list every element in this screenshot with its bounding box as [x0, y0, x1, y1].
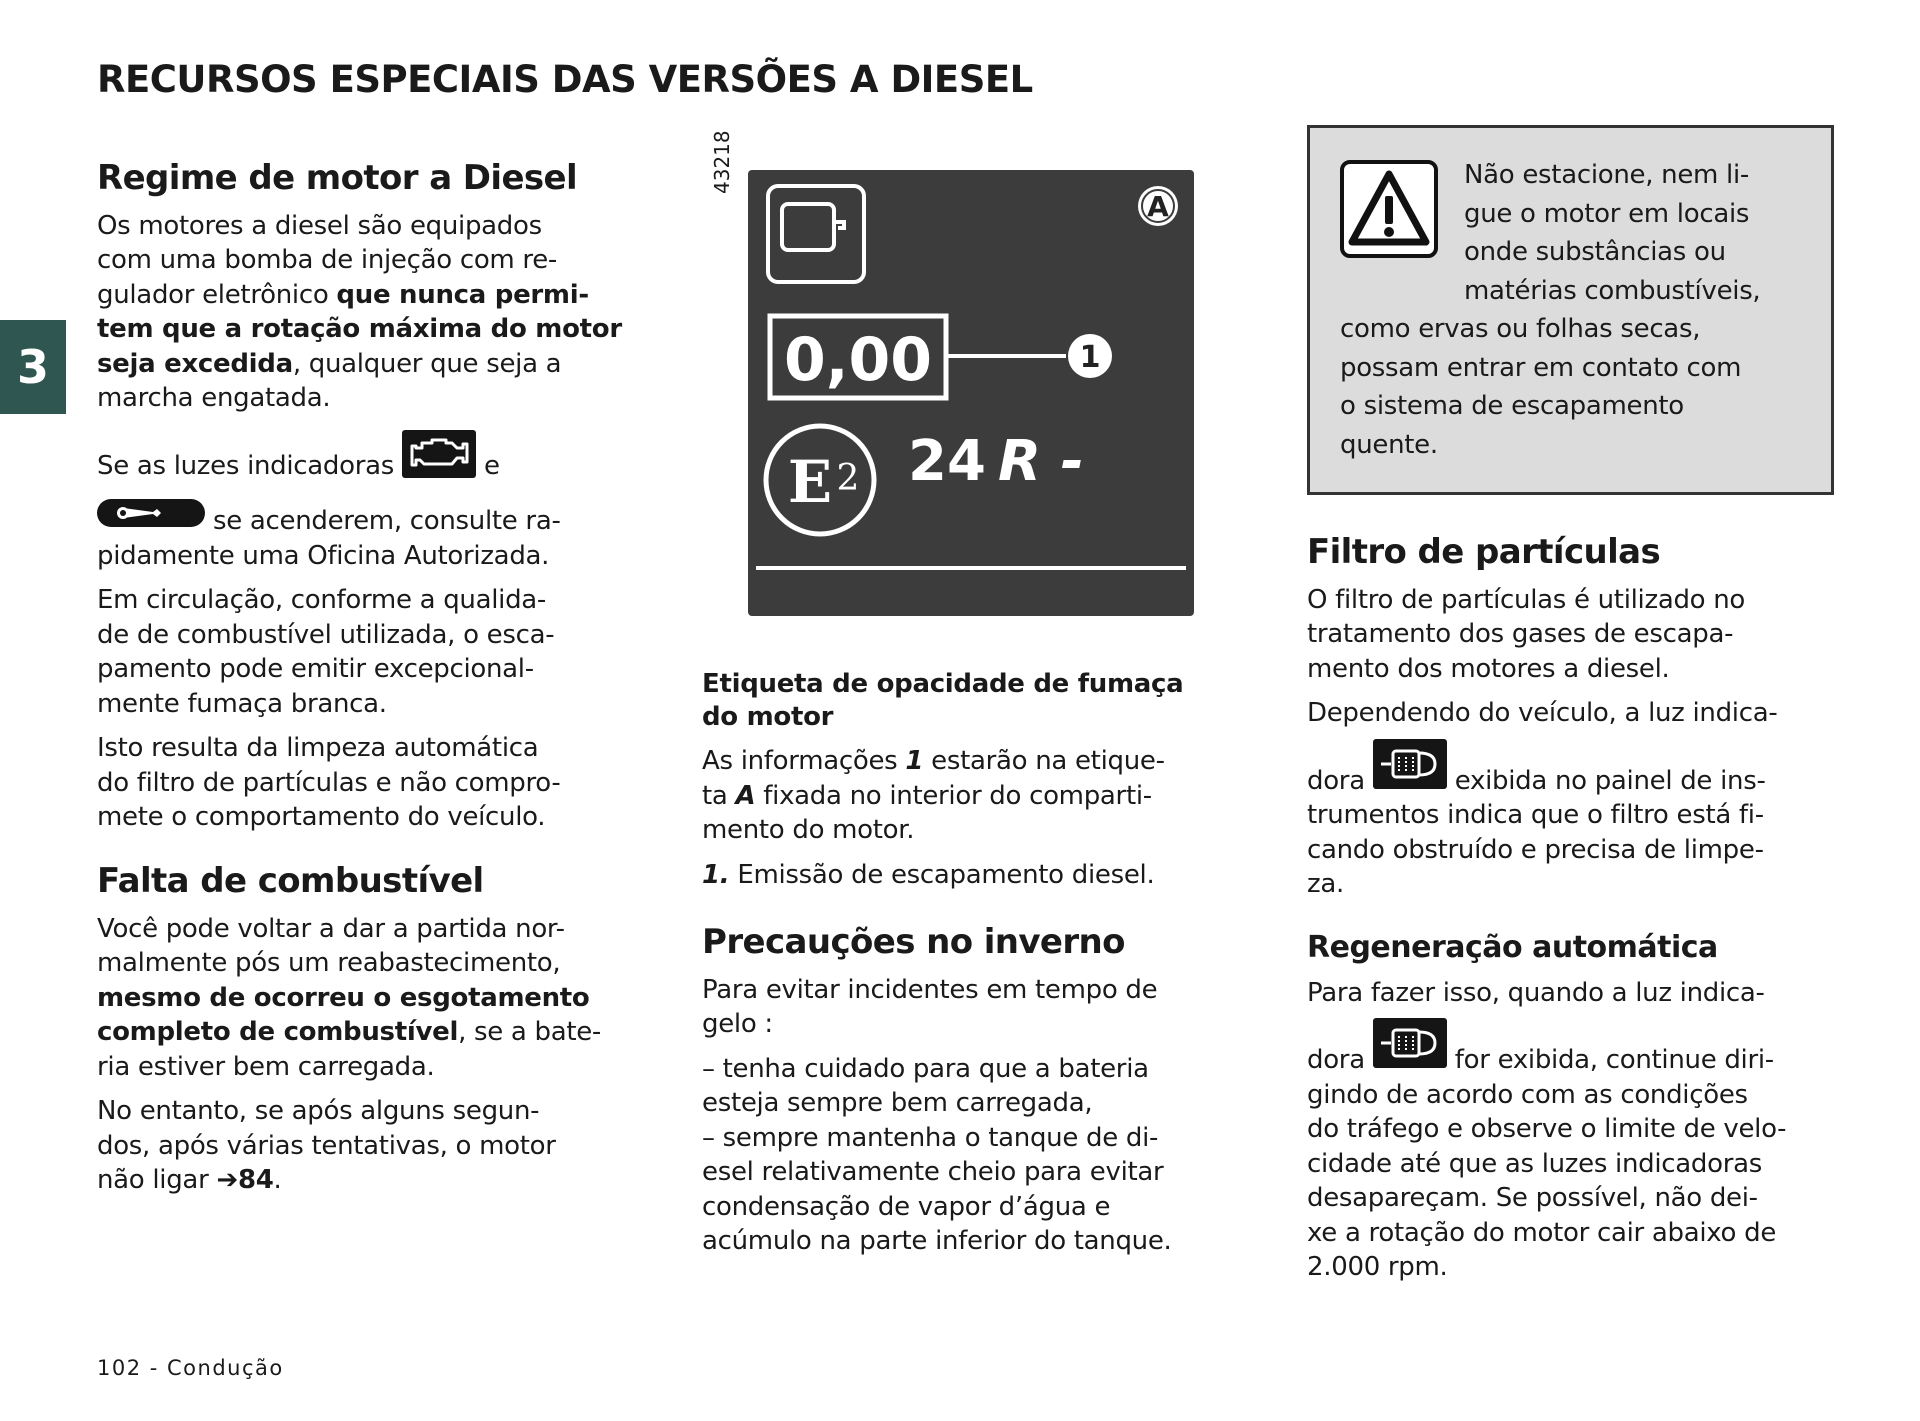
- text-line: gelo :: [702, 1009, 773, 1040]
- text-line: tratamento dos gases de escapa-: [1307, 619, 1734, 650]
- text-line: mete o comportamento do veículo.: [97, 802, 546, 833]
- text-line: Não estacione, nem li-: [1464, 160, 1749, 190]
- text-line: possam entrar em contato com: [1340, 352, 1742, 383]
- middle-column: [702, 668, 1247, 1269]
- text-line: [702, 744, 1247, 779]
- page-reference-link[interactable]: 84: [237, 1165, 274, 1196]
- list-item: – sempre mantenha o tanque de di-: [702, 1122, 1159, 1153]
- bold-run: seja excedida: [97, 348, 293, 379]
- text-run: As informações: [702, 746, 906, 776]
- figure-drawing: [748, 170, 1194, 616]
- engine-warning-icon: [402, 430, 476, 478]
- text-run: estarão na etique-: [923, 746, 1165, 776]
- emission-badge-letter: E: [787, 448, 833, 516]
- paragraph-filter-cleaning: [97, 731, 642, 835]
- reading-value: 0,00: [783, 325, 933, 395]
- left-column: [97, 158, 642, 1208]
- text-run: fixada no interior do comparti-: [755, 780, 1152, 811]
- paragraph-regeneration: [1307, 976, 1852, 1285]
- fuel-symbol-inner: [782, 204, 834, 250]
- text-line: ria estiver bem carregada.: [97, 1051, 435, 1082]
- text-run: .: [273, 1165, 282, 1196]
- text-line: marcha engatada.: [97, 383, 331, 414]
- text-line: matérias combustíveis,: [1464, 275, 1761, 306]
- list-item: esteja sempre bem carregada,: [702, 1088, 1093, 1119]
- paragraph-white-smoke: [97, 583, 642, 721]
- text-run: Se as luzes indicadoras: [97, 450, 395, 481]
- text-line: mento dos motores a diesel.: [1307, 653, 1670, 684]
- text-line: mento do motor.: [702, 815, 915, 845]
- paragraph-indicator-lights: [97, 430, 642, 484]
- text-run: , se a bate-: [458, 1017, 602, 1048]
- text-line: como ervas ou folhas secas,: [1340, 314, 1701, 344]
- text-line: gue o motor em locais: [1464, 198, 1750, 229]
- text-run: ta: [702, 780, 736, 811]
- arrow-right-icon: ➔: [216, 1165, 238, 1196]
- text-line-bold: mesmo de ocorreu o esgotamento: [97, 982, 590, 1013]
- text-line: [97, 1163, 642, 1198]
- figure-number: 43218: [710, 130, 734, 194]
- text-line: pidamente uma Oficina Autorizada.: [97, 540, 550, 571]
- particle-filter-icon: [1373, 739, 1447, 789]
- text-line: desapareçam. Se possível, não dei-: [1307, 1183, 1758, 1214]
- label-a: A: [1147, 190, 1169, 223]
- text-line: cidade até que as luzes indicadoras: [1307, 1148, 1762, 1179]
- legend-text: Emissão de escapamento diesel.: [729, 859, 1155, 890]
- text-line: onde substâncias ou: [1464, 237, 1726, 267]
- text-line: Em circulação, conforme a qualida-: [97, 585, 546, 616]
- text-line: do filtro de partículas e não compro-: [97, 767, 561, 798]
- text-line: [97, 278, 642, 313]
- text-line: [97, 1015, 642, 1050]
- text-run: gulador eletrônico: [97, 279, 337, 310]
- list-item: esel relativamente cheio para evitar: [702, 1157, 1164, 1188]
- ref-letter: A: [735, 780, 756, 811]
- ref-number: 1: [905, 746, 924, 776]
- text-run: dora: [1307, 765, 1365, 796]
- text-line: com uma bomba de injeção com re-: [97, 245, 558, 276]
- text-run: não ligar: [97, 1165, 209, 1196]
- figure-caption: [702, 668, 1247, 734]
- right-column: [1307, 532, 1852, 1295]
- paragraph-no-start: [97, 1094, 642, 1198]
- text-line: [702, 779, 1247, 814]
- text-line: Dependendo do veículo, a luz indica-: [1307, 698, 1778, 729]
- paragraph-winter-intro: [702, 973, 1247, 1042]
- heading-fuel-shortage: Falta de combustível: [97, 860, 484, 901]
- text-line: dos, após várias tentativas, o motor: [97, 1130, 556, 1161]
- text-line: trumentos indica que o filtro está fi-: [1307, 800, 1764, 831]
- text-line: Isto resulta da limpeza automática: [97, 733, 539, 764]
- paragraph-filter-use: [1307, 583, 1852, 687]
- text-line: quente.: [1340, 429, 1438, 460]
- text-line: za.: [1307, 869, 1344, 900]
- text-run: for exibida, continue diri-: [1454, 1045, 1774, 1076]
- heading-auto-regeneration: Regeneração automática: [1307, 929, 1718, 965]
- list-item: condensação de vapor d’água e: [702, 1191, 1111, 1222]
- callout-number: 1: [1079, 340, 1101, 375]
- text-line: do tráfego e observe o limite de velo-: [1307, 1114, 1787, 1145]
- wrench-service-icon: [97, 499, 205, 527]
- text-line: 2.000 rpm.: [1307, 1252, 1448, 1283]
- text-line: Você pode voltar a dar a partida nor-: [97, 913, 565, 944]
- text-line: Etiqueta de opacidade de fumaça: [702, 669, 1184, 699]
- warning-box: [1307, 125, 1834, 495]
- text-run: exibida no painel de ins-: [1454, 765, 1766, 796]
- text-line: No entanto, se após alguns segun-: [97, 1096, 540, 1127]
- emission-code-letter: R -: [998, 429, 1084, 494]
- text-run: , qualquer que seja a: [292, 348, 562, 379]
- text-line: o sistema de escapamento: [1340, 391, 1684, 421]
- chapter-tab: 3: [0, 320, 66, 414]
- text-line: Os motores a diesel são equipados: [97, 210, 542, 241]
- text-line: [1307, 739, 1852, 799]
- text-line-bold: tem que a rotação máxima do motor: [97, 314, 622, 345]
- text-line: do motor: [702, 702, 834, 732]
- heading-particle-filter: Filtro de partículas: [1307, 532, 1661, 572]
- text-line: [1307, 1018, 1852, 1078]
- emission-badge-sub: 2: [836, 458, 860, 499]
- paragraph-filter-indicator: [1307, 696, 1852, 902]
- text-run: dora: [1307, 1045, 1365, 1076]
- page-footer: 102 - Condução: [97, 1356, 284, 1380]
- text-line: O filtro de partículas é utilizado no: [1307, 584, 1746, 615]
- text-line: mente fumaça branca.: [97, 688, 387, 719]
- text-line: xe a rotação do motor cair abaixo de: [1307, 1217, 1777, 1248]
- particle-filter-icon: [1373, 1018, 1447, 1068]
- paragraph-restart: [97, 912, 642, 1085]
- text-run: se acenderem, consulte ra-: [212, 506, 561, 537]
- list-item: acúmulo na parte inferior do tanque.: [702, 1226, 1172, 1257]
- text-line: malmente pós um reabastecimento,: [97, 948, 561, 979]
- text-line: gindo de acordo com as condições: [1307, 1079, 1748, 1110]
- paragraph-label-info: [702, 744, 1247, 848]
- text-line: [97, 347, 642, 382]
- paragraph-consult-workshop: [97, 499, 642, 573]
- opacity-label-figure: [748, 170, 1194, 616]
- heading-diesel-regime: Regime de motor a Diesel: [97, 158, 578, 198]
- list-winter-tips: [702, 1052, 1247, 1259]
- legend-item: [702, 858, 1247, 893]
- text-line: pamento pode emitir excepcional-: [97, 654, 534, 685]
- text-line: de de combustível utilizada, o esca-: [97, 619, 555, 650]
- list-item: – tenha cuidado para que a bateria: [702, 1053, 1149, 1084]
- bold-run: que nunca permi-: [336, 279, 589, 310]
- text-line: Para fazer isso, quando a luz indica-: [1307, 977, 1765, 1008]
- heading-winter: Precauções no inverno: [702, 922, 1125, 962]
- paragraph-diesel-regime: [97, 209, 642, 416]
- text-line: Para evitar incidentes em tempo de: [702, 974, 1158, 1005]
- text-line: [97, 499, 642, 539]
- warning-text: [1340, 156, 1810, 464]
- emission-code: 24: [908, 429, 986, 494]
- bold-run: completo de combustível: [97, 1017, 459, 1048]
- text-line: cando obstruído e precisa de limpe-: [1307, 834, 1764, 865]
- text-run: e: [483, 450, 500, 481]
- legend-number: 1.: [702, 859, 730, 890]
- page-title: RECURSOS ESPECIAIS DAS VERSÕES A DIESEL: [97, 58, 1033, 101]
